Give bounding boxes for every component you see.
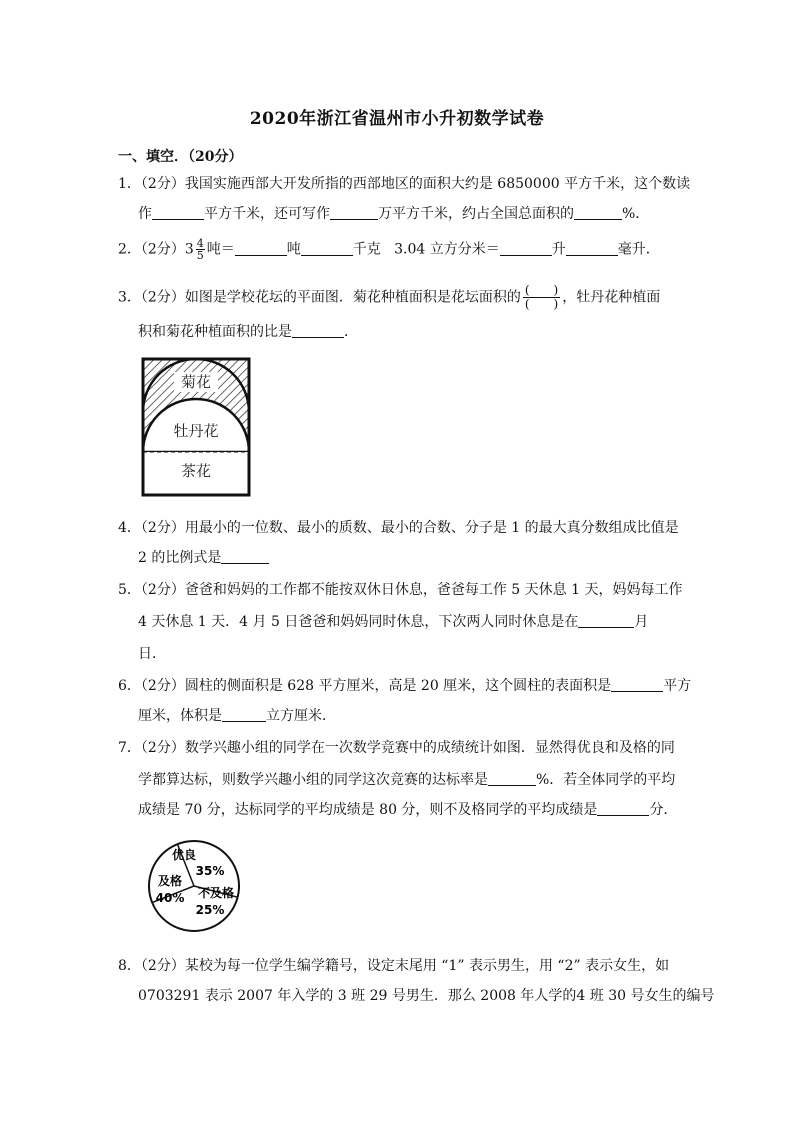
question-1-line-2: 作 平方千米，还可写作 万平方千米，约占全国总面积的 %． [138,206,650,222]
question-3-line-1: 3．（2分）如图是学校花坛的平面图．菊花种植面积是花坛面积的 $\frac{( )}{( )}$ ，牡丹花种植面 [118,283,661,311]
pie-label-excellent-name: 优良 [171,848,197,862]
label-camellia: 茶花 [180,462,212,480]
question-3-line-2: 积和菊花种植面积的比是 ． [138,324,358,340]
answer-blank[interactable] [235,241,287,256]
answer-blank[interactable] [292,323,344,338]
pie-label-excellent-value: 35% [195,864,225,878]
score-pie-chart [146,838,242,934]
question-7-line-2: 学都算达标，则数学兴趣小组的同学这次竞赛的达标率是 %．若全体同学的平均 [138,772,676,788]
answer-blank[interactable] [566,241,618,256]
label-peony: 牡丹花 [173,422,219,440]
question-2-line-1: 2．（2分）3 $\frac{4}{5}$ 吨＝ 吨 千克 3.04 立方分米＝ 升 毫升． [118,237,660,262]
pie-label-fail-value: 25% [195,903,225,917]
answer-blank[interactable] [488,771,536,786]
question-7-line-3: 成绩是 70 分，达标同学的平均成绩是 80 分，则不及格同学的平均成绩是 分． [138,802,678,818]
answer-blank[interactable] [152,205,204,220]
answer-blank[interactable] [330,205,378,220]
question-1-line-1: 1．（2分）我国实施西部大开发所指的西部地区的面积大约是 6850000 平方千米，这个数读 [118,176,691,192]
answer-blank[interactable] [221,549,269,564]
question-8-line-2: 0703291 表示 2007 年入学的 3 班 29 号男生．那么 2008 年人学的4 班 30 号女生的编号 [138,988,715,1004]
question-6-line-1: 6．（2分）圆柱的侧面积是 628 平方厘米，高是 20 厘米，这个圆柱的表面积是 平方 [118,678,692,694]
blank-fraction[interactable]: $\frac{( )}{( )}$ [524,283,559,311]
question-5-line-2: 4 天休息 1 天．4 月 5 日爸爸和妈妈同时休息，下次两人同时休息是在 月 [138,614,649,630]
answer-blank[interactable] [611,677,663,692]
question-4-line-2: 2 的比例式是 [138,548,269,568]
question-5-line-3: 日． [138,646,166,662]
answer-blank[interactable] [301,241,353,256]
pie-label-pass-value: 40% [155,891,185,905]
label-chrysanthemum: 菊花 [180,373,212,391]
question-6-line-2: 厘米，体积是 立方厘米． [138,708,336,724]
section-heading: 一、填空．（20分） [118,149,243,165]
answer-blank[interactable] [578,613,634,628]
pie-label-fail-name: 不及格 [197,886,235,900]
answer-blank[interactable] [574,205,622,220]
page-title: 2020年浙江省温州市小升初数学试卷 [249,109,545,129]
flower-bed-diagram [140,356,252,498]
answer-blank[interactable] [500,241,552,256]
question-4-line-1: 4．（2分）用最小的一位数、最小的质数、最小的合数、分子是 1 的最大真分数组成比值是 [118,520,679,536]
question-5-line-1: 5．（2分）爸爸和妈妈的工作都不能按双休日休息，爸爸每工作 5 天休息 1 天，妈妈每工作 [118,582,683,598]
question-8-line-1: 8．（2分）某校为每一位学生编学籍号，设定末尾用 “1” 表示男生，用 “2” 表示女生，如 [118,958,670,974]
mixed-fraction: $\frac{4}{5}$ [196,237,204,262]
pie-label-pass-name: 及格 [157,874,183,888]
answer-blank[interactable] [222,707,266,722]
question-7-line-1: 7．（2分）数学兴趣小组的同学在一次数学竞赛中的成绩统计如图．显然得优良和及格的同 [118,740,675,756]
answer-blank[interactable] [597,801,649,816]
